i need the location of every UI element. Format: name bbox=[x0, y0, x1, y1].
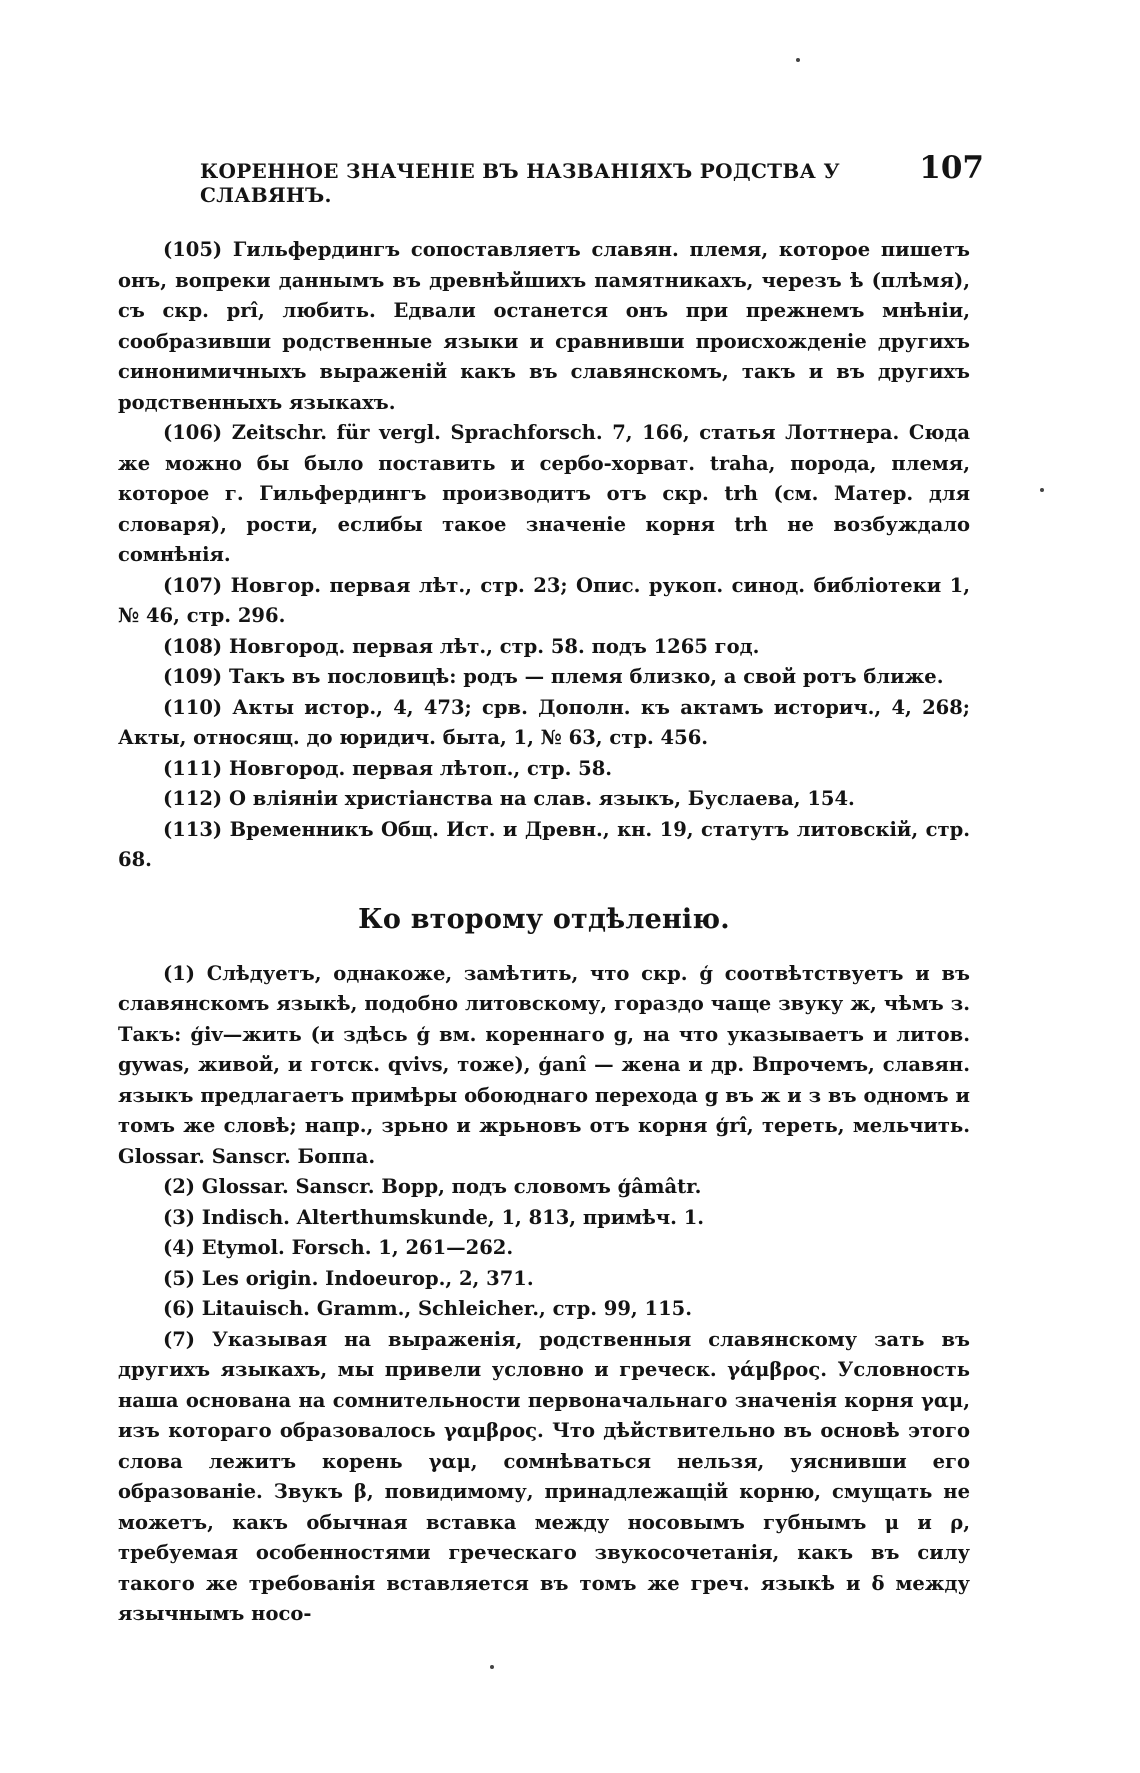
note-5: (5) Les origin. Indoeurop., 2, 371. bbox=[163, 1266, 534, 1290]
note-7: (7) Указывая на выраженія, родственныя славянскому зать въ другихъ языкахъ, мы привели условно и греческ. γάμβρος. Условность наша основана на сомнительности первоначальнаго значенія корня γαμ, изъ котораго образовалось γαμβρος. Что дѣйствительно въ основѣ этого слова лежитъ корень γαμ, сомнѣваться нельзя, уяснивши его образованіе. Звукъ β, повидимому, принадлежащій корню, смущать не можетъ, какъ обычная вставка между носовымъ губнымъ μ и ρ, требуемая особенностями греческаго звукосочетанія, какъ въ силу такого же требованія вставляется въ томъ же греч. языкѣ и δ между язычнымъ носо- bbox=[118, 1327, 970, 1625]
footnotes-block-2 bbox=[118, 959, 970, 1630]
footnote-113: (113) Временникъ Общ. Ист. и Древн., кн. 19, статутъ литовскій, стр. 68. bbox=[118, 817, 970, 871]
footnote-107: (107) Новгор. первая лѣт., стр. 23; Опис. рукоп. синод. библіотеки 1, № 46, стр. 296. bbox=[118, 573, 970, 627]
running-title: КОРЕННОЕ ЗНАЧЕНІЕ ВЪ НАЗВАНІЯХЪ РОДСТВА У СЛАВЯНЪ. bbox=[200, 159, 840, 207]
footnote-105: (105) Гильфердингъ сопоставляетъ славян. племя, которое пишетъ онъ, вопреки даннымъ въ древнѣйшихъ памятникахъ, черезъ ѣ (плѣмя), съ скр. prî, любить. Едвали останется онъ при прежнемъ мнѣніи, сообразивши родственные языки и сравнивши происхожденіе другихъ синонимичныхъ выраженій какъ въ славянскомъ, такъ и въ другихъ родственныхъ языкахъ. bbox=[118, 238, 970, 414]
running-head bbox=[118, 150, 984, 207]
footnote-108: (108) Новгород. первая лѣт., стр. 58. подъ 1265 год. bbox=[163, 634, 760, 658]
note-4: (4) Etymol. Forsch. 1, 261—262. bbox=[163, 1236, 514, 1259]
footnote-112: (112) О вліяніи христіанства на слав. языкъ, Буслаева, 154. bbox=[163, 787, 855, 810]
print-speck bbox=[490, 1665, 494, 1669]
footnote-106: (106) Zeitschr. für vergl. Sprachforsch. 7, 166, статья Лоттнера. Сюда же можно бы было поставить и сербо-хорват. traha, порода, племя, которое г. Гильфердингъ производитъ отъ скр. trh (см. Матер. для словаря), рости, еслибы такое значеніе корня trh не возбуждало сомнѣнія. bbox=[118, 421, 970, 566]
section-heading: Ко второму отдѣленію. bbox=[358, 903, 730, 935]
page-number: 107 bbox=[919, 150, 984, 186]
note-6: (6) Litauisch. Gramm., Schleicher., стр. 99, 115. bbox=[163, 1297, 692, 1320]
print-speck bbox=[1040, 488, 1044, 492]
footnote-110: (110) Акты истор., 4, 473; срв. Дополн. къ актамъ историч., 4, 268; Акты, относящ. до юридич. быта, 1, № 63, стр. 456. bbox=[118, 695, 970, 749]
footnote-109: (109) Такъ въ пословицѣ: родъ — племя близко, а свой ротъ ближе. bbox=[163, 665, 944, 688]
footnotes-block-1 bbox=[118, 235, 970, 876]
footnote-111: (111) Новгород. первая лѣтоп., стр. 58. bbox=[163, 756, 613, 780]
note-2: (2) Glossar. Sanscr. Bopp, подъ словомъ ģâmâtr. bbox=[163, 1175, 702, 1198]
note-1: (1) Слѣдуетъ, однакоже, замѣтить, что скр. ģ соотвѣтствуетъ и въ славянскомъ языкѣ, подобно литовскому, гораздо чаще звуку ж, чѣмъ з. Такъ: ģiv—жить (и здѣсь ģ вм. кореннаго g, на что указываетъ и литов. gywas, живой, и готск. qvivs, тоже), ģanî — жена и др. Впрочемъ, славян. языкъ предлагаетъ примѣры обоюднаго перехода g въ ж и з въ одномъ и томъ же словѣ; напр., зрьно и жрьновъ отъ корня ģrî, тереть, мельчить. Glossar. Sanscr. Боппа. bbox=[118, 961, 970, 1168]
note-3: (3) Indisch. Alterthumskunde, 1, 813, примѣч. 1. bbox=[163, 1205, 705, 1229]
print-speck bbox=[796, 58, 800, 62]
